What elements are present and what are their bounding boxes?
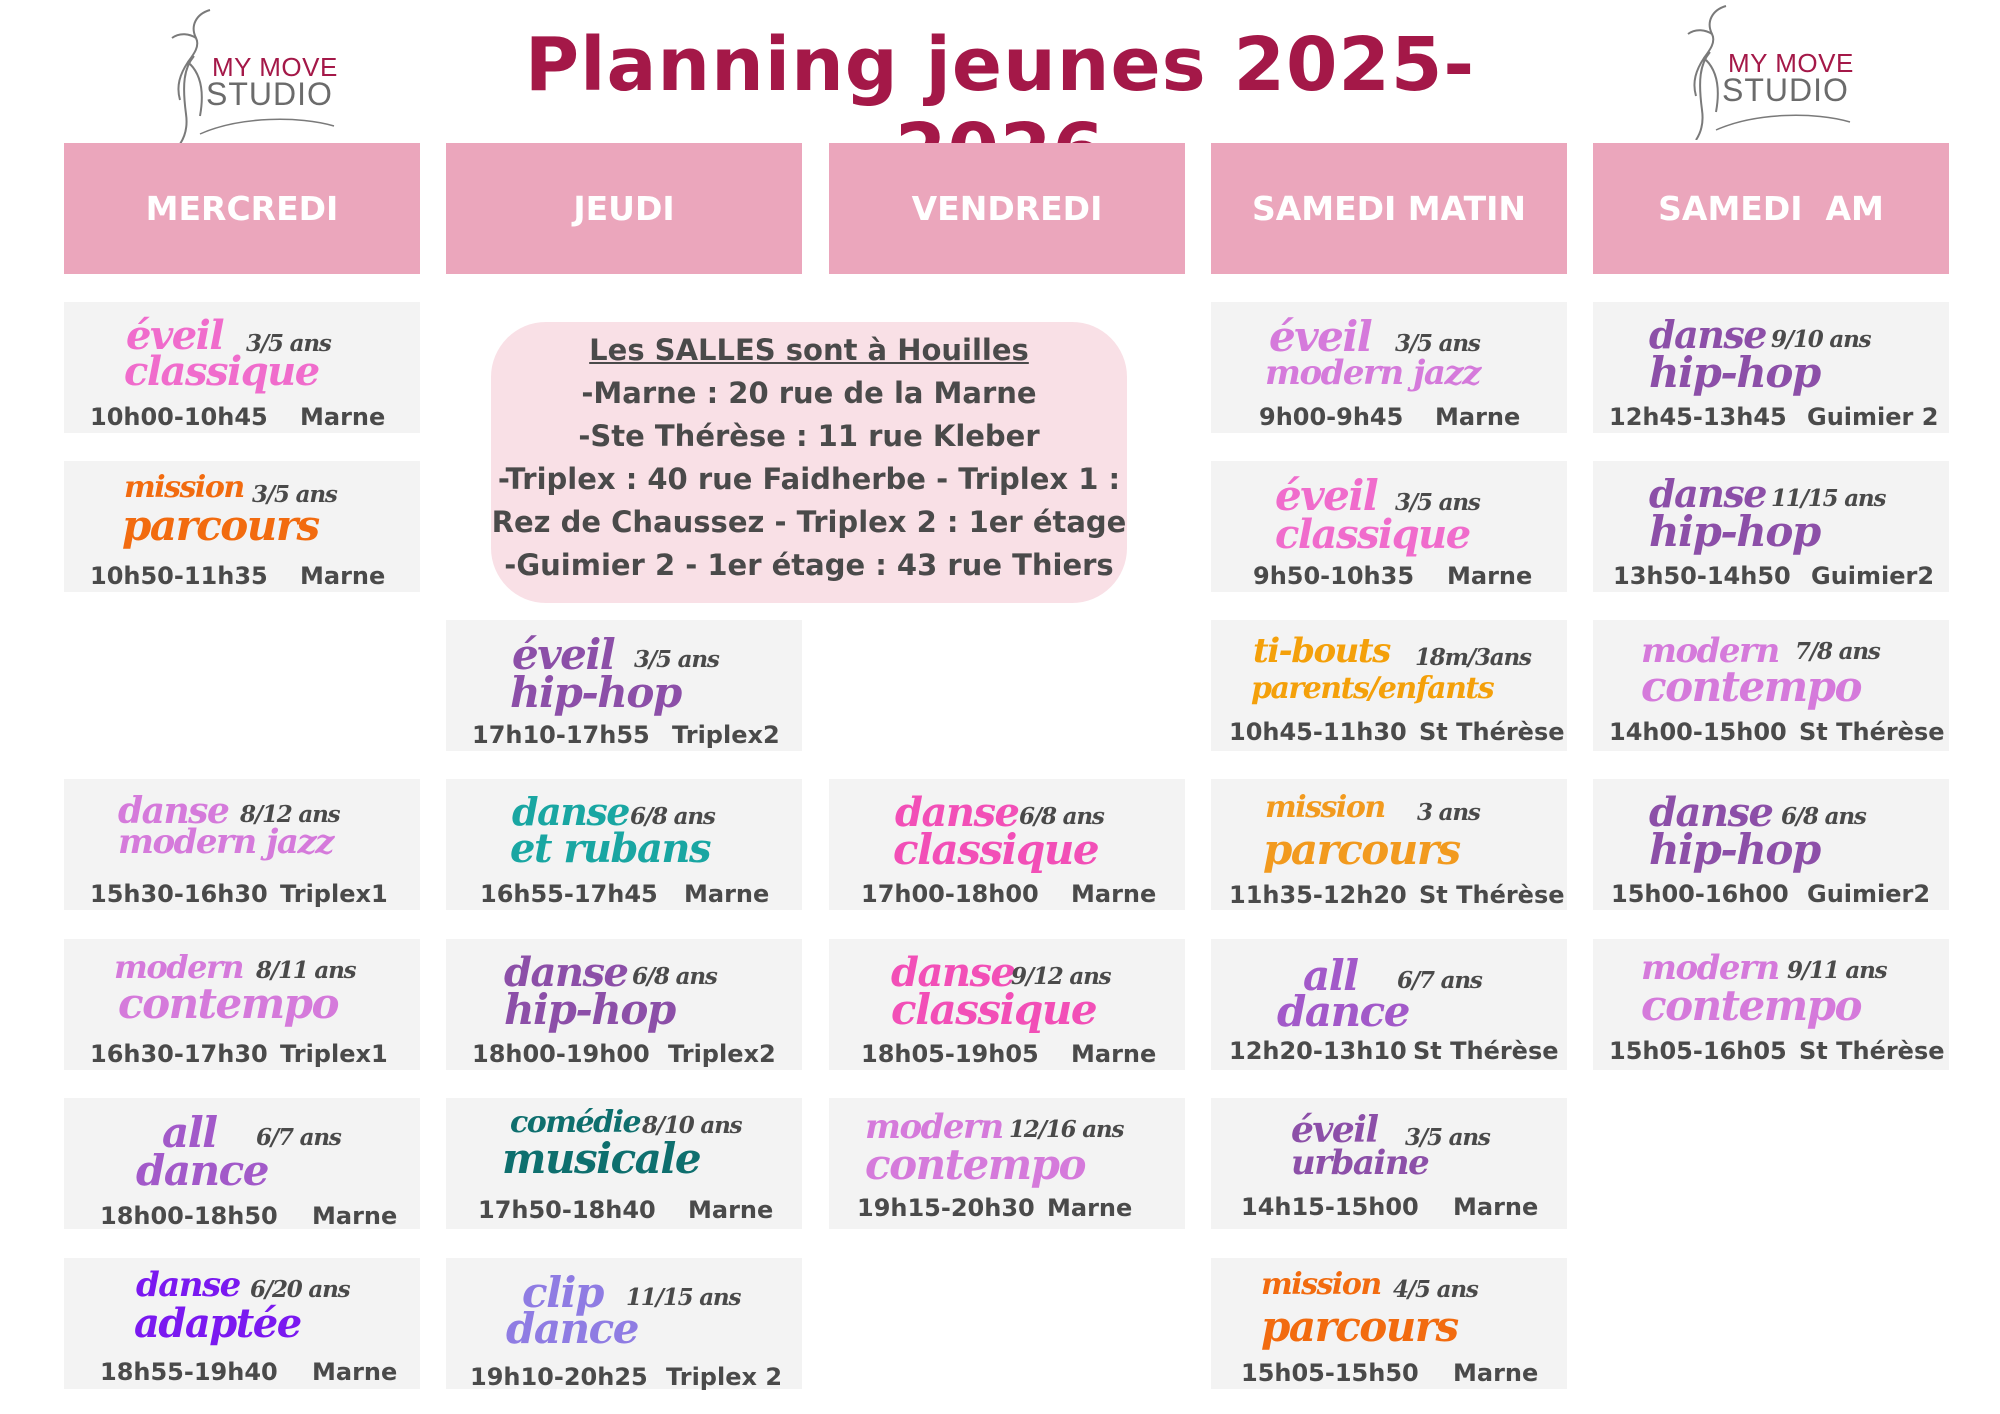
course-age: 3/5 ans bbox=[1395, 330, 1480, 357]
course-time: 18h00-19h00 bbox=[472, 1040, 650, 1068]
course-card bbox=[1211, 461, 1567, 592]
course-room: Marne bbox=[1447, 562, 1533, 590]
course-card bbox=[1593, 302, 1949, 433]
day-header-jeudi: JEUDI bbox=[446, 143, 802, 274]
course-name-line2: dance bbox=[1277, 987, 1409, 1036]
course-room: Marne bbox=[312, 1358, 398, 1386]
course-name-line2: contempo bbox=[1641, 981, 1862, 1030]
course-room: St Thérèse bbox=[1419, 718, 1565, 746]
course-room: St Thérèse bbox=[1799, 1037, 1945, 1065]
course-name-line1: all bbox=[162, 1108, 217, 1157]
course-name-line1: modern bbox=[1641, 948, 1779, 988]
course-card bbox=[1211, 1098, 1567, 1229]
course-time: 19h10-20h25 bbox=[470, 1363, 648, 1391]
course-name-line2: musicale bbox=[502, 1134, 701, 1183]
course-name-line2: parcours bbox=[1263, 825, 1460, 874]
course-name-line2: parcours bbox=[122, 501, 319, 550]
course-room: Guimier2 bbox=[1807, 880, 1931, 908]
course-card bbox=[829, 779, 1185, 910]
course-name-line2: dance bbox=[506, 1304, 638, 1353]
course-name-line2: urbaine bbox=[1291, 1143, 1429, 1183]
course-card bbox=[1211, 779, 1567, 910]
course-room: St Thérèse bbox=[1413, 1037, 1559, 1065]
logo-line-1: MY MOVE bbox=[212, 52, 338, 82]
course-name-line2: dance bbox=[136, 1146, 268, 1195]
course-card bbox=[446, 1258, 802, 1389]
course-name-line1: danse bbox=[512, 789, 629, 834]
course-time: 17h50-18h40 bbox=[478, 1196, 656, 1224]
course-name-line1: modern bbox=[865, 1107, 1003, 1147]
course-time: 15h05-15h50 bbox=[1241, 1359, 1419, 1387]
course-name-line2: modern jazz bbox=[118, 822, 333, 862]
course-card bbox=[446, 1098, 802, 1229]
course-name-line2: classique bbox=[124, 348, 319, 395]
course-card bbox=[64, 939, 420, 1070]
course-time: 18h00-18h50 bbox=[100, 1202, 278, 1230]
course-age: 3/5 ans bbox=[634, 646, 719, 673]
course-name-line1: danse bbox=[895, 789, 1019, 836]
course-name-line1: mission bbox=[1265, 790, 1385, 825]
course-time: 14h00-15h00 bbox=[1609, 718, 1787, 746]
course-age: 11/15 ans bbox=[626, 1284, 741, 1311]
course-age: 8/10 ans bbox=[642, 1112, 742, 1139]
course-time: 17h00-18h00 bbox=[861, 880, 1039, 908]
course-age: 8/11 ans bbox=[256, 957, 356, 984]
course-age: 6/8 ans bbox=[1019, 803, 1104, 830]
course-time: 16h55-17h45 bbox=[480, 880, 658, 908]
course-name-line2: et rubans bbox=[510, 825, 710, 872]
rooms-info-line: -Ste Thérèse : 11 rue Kleber bbox=[578, 419, 1040, 453]
course-card bbox=[64, 1258, 420, 1389]
course-name-line1: danse bbox=[118, 790, 229, 832]
course-name-line1: éveil bbox=[126, 312, 224, 359]
rooms-info-heading: Les SALLES sont à Houilles bbox=[589, 333, 1029, 367]
course-room: Marne bbox=[300, 562, 386, 590]
logo-line-2: STUDIO bbox=[206, 76, 333, 112]
course-card bbox=[64, 779, 420, 910]
course-room: Triplex1 bbox=[280, 880, 388, 908]
course-time: 15h00-16h00 bbox=[1611, 880, 1789, 908]
course-name-line1: modern bbox=[1641, 631, 1779, 671]
course-card bbox=[1211, 302, 1567, 433]
course-room: Marne bbox=[684, 880, 770, 908]
course-card bbox=[64, 1098, 420, 1229]
logo-line-2: STUDIO bbox=[1722, 72, 1849, 108]
course-time: 10h45-11h30 bbox=[1229, 718, 1407, 746]
course-name-line2: hip-hop bbox=[1649, 348, 1820, 397]
course-card bbox=[446, 620, 802, 751]
course-age: 3/5 ans bbox=[1405, 1124, 1490, 1151]
course-age: 9/12 ans bbox=[1011, 963, 1111, 990]
course-room: Marne bbox=[1453, 1193, 1539, 1221]
course-card bbox=[446, 779, 802, 910]
course-age: 3/5 ans bbox=[246, 330, 331, 357]
course-name-line2: classique bbox=[893, 825, 1099, 874]
course-name-line2: hip-hop bbox=[1649, 825, 1820, 874]
course-time: 10h00-10h45 bbox=[90, 403, 268, 431]
course-time: 15h30-16h30 bbox=[90, 880, 268, 908]
course-age: 18m/3ans bbox=[1415, 644, 1531, 671]
course-card bbox=[829, 1098, 1185, 1229]
course-time: 12h45-13h45 bbox=[1609, 403, 1787, 431]
day-header-samedi-matin: SAMEDI MATIN bbox=[1211, 143, 1567, 274]
course-age: 3 ans bbox=[1417, 799, 1480, 826]
course-name-line1: danse bbox=[1649, 789, 1773, 836]
course-age: 6/8 ans bbox=[1781, 803, 1866, 830]
course-room: Marne bbox=[1047, 1194, 1133, 1222]
course-card bbox=[64, 302, 420, 433]
course-name-line2: parents/enfants bbox=[1251, 671, 1494, 706]
course-card bbox=[829, 939, 1185, 1070]
course-card bbox=[1211, 1258, 1567, 1389]
course-room: Marne bbox=[300, 403, 386, 431]
course-age: 11/15 ans bbox=[1771, 485, 1886, 512]
course-age: 6/8 ans bbox=[632, 963, 717, 990]
course-time: 11h35-12h20 bbox=[1229, 881, 1407, 909]
course-room: Guimier2 bbox=[1811, 562, 1935, 590]
course-name-line1: ti-bouts bbox=[1253, 631, 1390, 671]
course-name-line2: adaptée bbox=[134, 1300, 301, 1347]
logo-line-1: MY MOVE bbox=[1728, 48, 1854, 78]
course-time: 18h55-19h40 bbox=[100, 1358, 278, 1386]
course-age: 6/20 ans bbox=[250, 1276, 350, 1303]
course-card bbox=[1593, 939, 1949, 1070]
course-room: Triplex1 bbox=[280, 1040, 388, 1068]
course-name-line2: hip-hop bbox=[510, 668, 681, 717]
course-card bbox=[1211, 620, 1567, 751]
course-age: 4/5 ans bbox=[1393, 1276, 1478, 1303]
course-time: 10h50-11h35 bbox=[90, 562, 268, 590]
course-name-line1: mission bbox=[1261, 1267, 1381, 1302]
course-name-line1: danse bbox=[891, 949, 1015, 996]
course-name-line2: contempo bbox=[1641, 662, 1862, 711]
course-room: Marne bbox=[312, 1202, 398, 1230]
course-room: Marne bbox=[1071, 880, 1157, 908]
course-time: 19h15-20h30 bbox=[857, 1194, 1035, 1222]
course-room: St Thérèse bbox=[1419, 881, 1565, 909]
rooms-info-line: -Marne : 20 rue de la Marne bbox=[581, 376, 1037, 410]
course-room: Triplex2 bbox=[672, 721, 780, 749]
course-name-line1: mission bbox=[124, 470, 244, 505]
course-age: 9/11 ans bbox=[1787, 957, 1887, 984]
course-card bbox=[1593, 620, 1949, 751]
course-time: 14h15-15h00 bbox=[1241, 1193, 1419, 1221]
rooms-info-box bbox=[491, 322, 1127, 603]
course-name-line1: danse bbox=[1649, 471, 1766, 516]
course-age: 8/12 ans bbox=[240, 801, 340, 828]
course-room: Triplex 2 bbox=[666, 1363, 783, 1391]
course-time: 17h10-17h55 bbox=[472, 721, 650, 749]
day-header-samedi-am: SAMEDI AM bbox=[1593, 143, 1949, 274]
course-room: Marne bbox=[1071, 1040, 1157, 1068]
course-time: 15h05-16h05 bbox=[1609, 1037, 1787, 1065]
course-time: 18h05-19h05 bbox=[861, 1040, 1039, 1068]
course-name-line1: éveil bbox=[1269, 312, 1372, 361]
page-title: Planning jeunes 2025- bbox=[524, 22, 1476, 108]
course-age: 6/7 ans bbox=[256, 1124, 341, 1151]
course-room: Guimier 2 bbox=[1807, 403, 1939, 431]
course-name-line1: danse bbox=[1649, 312, 1766, 357]
course-room: Marne bbox=[1453, 1359, 1539, 1387]
course-age: 3/5 ans bbox=[252, 481, 337, 508]
course-time: 16h30-17h30 bbox=[90, 1040, 268, 1068]
course-name-line2: parcours bbox=[1261, 1302, 1458, 1351]
course-age: 12/16 ans bbox=[1009, 1116, 1124, 1143]
course-card bbox=[1211, 939, 1567, 1070]
studio-logo-right bbox=[1666, 0, 1876, 140]
studio-logo-left bbox=[150, 4, 360, 144]
course-age: 3/5 ans bbox=[1395, 489, 1480, 516]
course-card bbox=[1593, 461, 1949, 592]
course-room: Triplex2 bbox=[668, 1040, 776, 1068]
course-name-line2: modern jazz bbox=[1265, 353, 1480, 393]
course-name-line1: danse bbox=[504, 949, 628, 996]
course-name-line2: hip-hop bbox=[504, 985, 675, 1034]
course-time: 9h00-9h45 bbox=[1259, 403, 1404, 431]
course-age: 7/8 ans bbox=[1795, 638, 1880, 665]
course-name-line1: éveil bbox=[1291, 1109, 1378, 1151]
rooms-info-line: -Triplex : 40 rue Faidherbe - Triplex 1 : bbox=[497, 462, 1121, 496]
course-name-line1: éveil bbox=[512, 630, 615, 679]
day-header-vendredi: VENDREDI bbox=[829, 143, 1185, 274]
day-header-mercredi: MERCREDI bbox=[64, 143, 420, 274]
course-time: 9h50-10h35 bbox=[1253, 562, 1415, 590]
course-time: 12h20-13h10 bbox=[1229, 1037, 1407, 1065]
course-name-line2: contempo bbox=[118, 979, 339, 1028]
course-card bbox=[1593, 779, 1949, 910]
course-room: Marne bbox=[688, 1196, 774, 1224]
course-name-line1: éveil bbox=[1275, 471, 1378, 520]
course-age: 9/10 ans bbox=[1771, 326, 1871, 353]
course-name-line2: hip-hop bbox=[1649, 507, 1820, 556]
course-card bbox=[446, 939, 802, 1070]
course-name-line2: contempo bbox=[865, 1140, 1086, 1189]
course-name-line1: clip bbox=[522, 1268, 603, 1317]
course-room: St Thérèse bbox=[1799, 718, 1945, 746]
course-name-line2: classique bbox=[891, 985, 1097, 1034]
course-name-line1: danse bbox=[136, 1265, 240, 1305]
rooms-info-line: Rez de Chaussez - Triplex 2 : 1er étage bbox=[491, 505, 1127, 539]
course-age: 6/7 ans bbox=[1397, 967, 1482, 994]
course-name-line2: classique bbox=[1275, 511, 1470, 558]
course-name-line1: comédie bbox=[510, 1105, 641, 1140]
course-name-line1: modern bbox=[114, 948, 244, 986]
course-room: Marne bbox=[1435, 403, 1521, 431]
course-card bbox=[64, 461, 420, 592]
rooms-info-line: -Guimier 2 - 1er étage : 43 rue Thiers bbox=[504, 548, 1114, 582]
course-age: 6/8 ans bbox=[630, 803, 715, 830]
course-time: 13h50-14h50 bbox=[1613, 562, 1791, 590]
course-name-line1: all bbox=[1303, 951, 1358, 1000]
